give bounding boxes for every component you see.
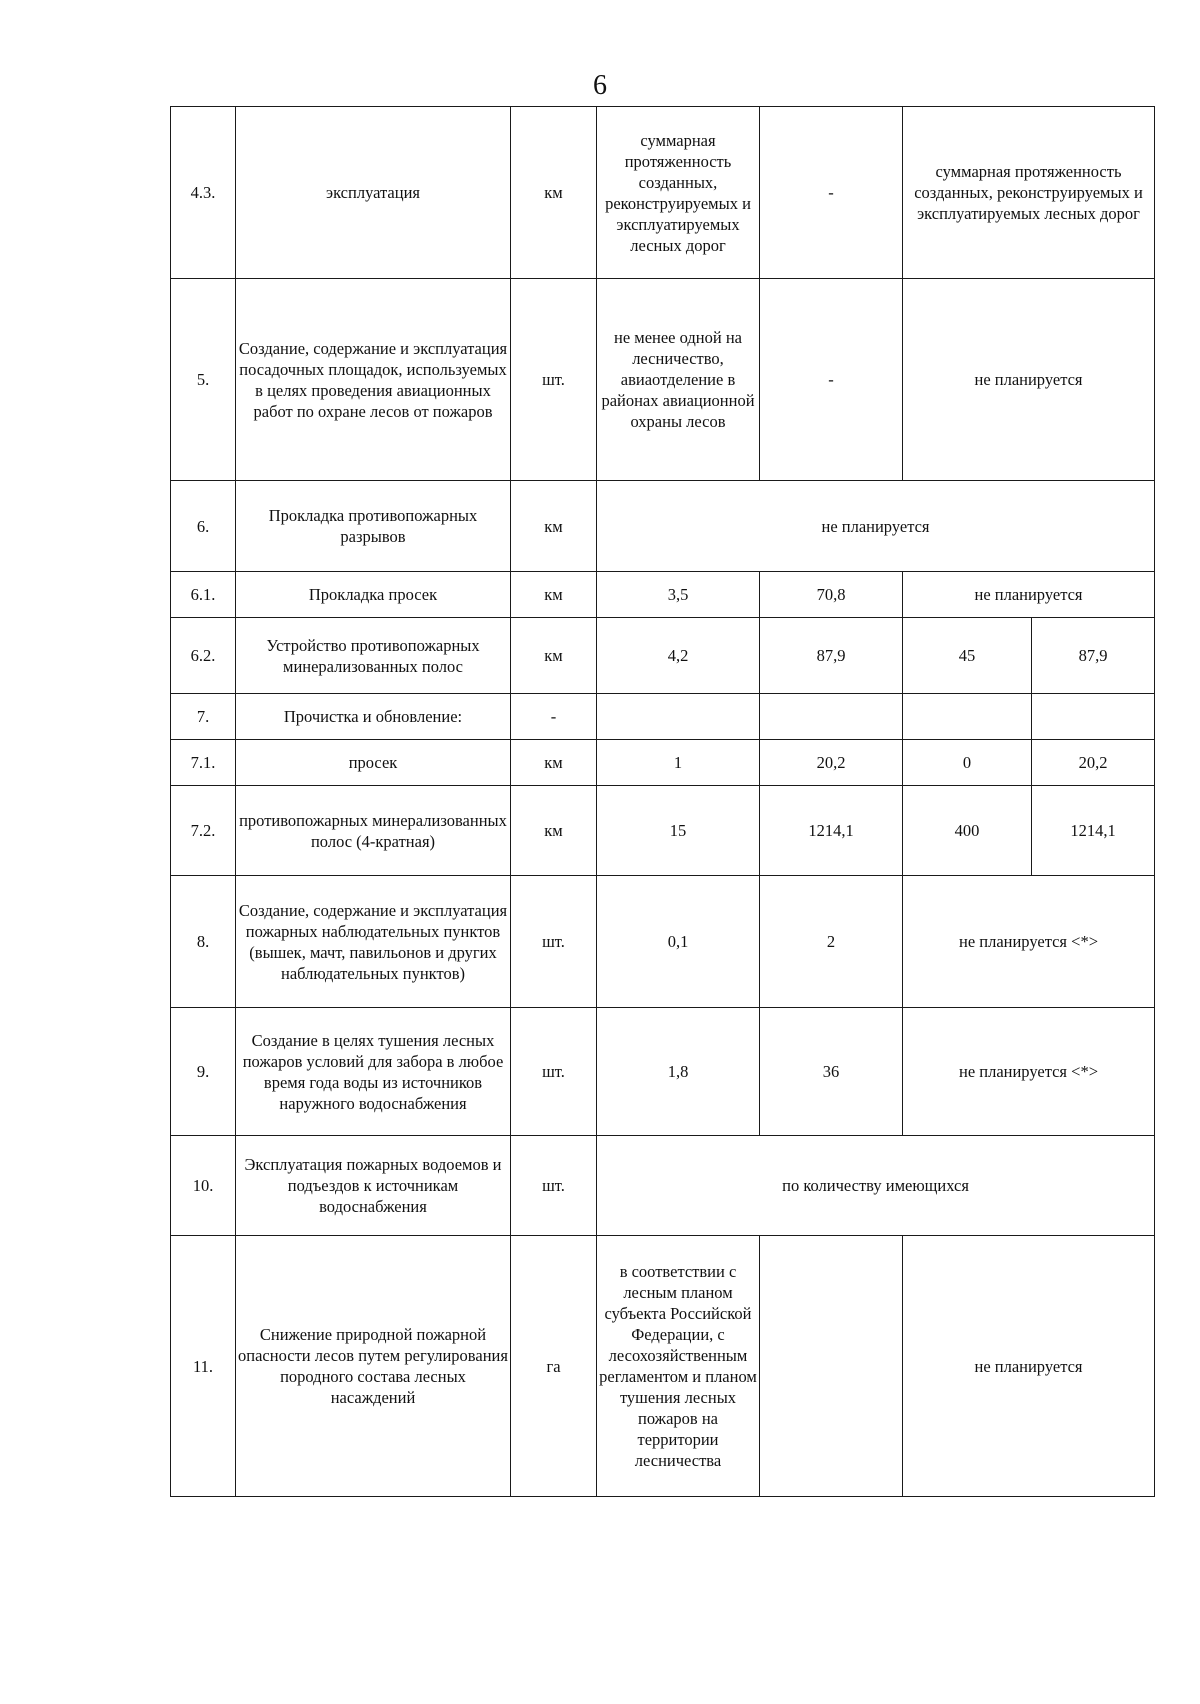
measure-name: Эксплуатация пожарных водоемов и подъездов к источникам водоснабжения (236, 1136, 511, 1236)
table-row (171, 786, 1155, 876)
unit: км (511, 786, 597, 876)
row-number: 4.3. (171, 107, 236, 279)
table-row (171, 481, 1155, 572)
unit: км (511, 107, 597, 279)
row-number: 7. (171, 694, 236, 740)
row-number: 6. (171, 481, 236, 572)
row-number: 11. (171, 1236, 236, 1497)
table-row (171, 740, 1155, 786)
table-row (171, 572, 1155, 618)
norm-value: 3,5 (597, 572, 760, 618)
annual-value (903, 694, 1032, 740)
total-value: 70,8 (760, 572, 903, 618)
row-number: 7.2. (171, 786, 236, 876)
unit: км (511, 618, 597, 694)
norm-value (597, 694, 760, 740)
plan-value: не планируется (903, 279, 1155, 481)
unit: га (511, 1236, 597, 1497)
period-value: 20,2 (1032, 740, 1155, 786)
measure-name: противопожарных минерализованных полос (4-кратная) (236, 786, 511, 876)
total-value: 1214,1 (760, 786, 903, 876)
unit: - (511, 694, 597, 740)
row-number: 9. (171, 1008, 236, 1136)
annual-value: 0 (903, 740, 1032, 786)
table-row (171, 1008, 1155, 1136)
row-number: 5. (171, 279, 236, 481)
measure-name: Прочистка и обновление: (236, 694, 511, 740)
table-row (171, 1236, 1155, 1497)
unit: шт. (511, 876, 597, 1008)
row-number: 8. (171, 876, 236, 1008)
fire-protection-measures-table (170, 106, 1155, 1497)
norm-value: 1 (597, 740, 760, 786)
norm-value: 0,1 (597, 876, 760, 1008)
row-number: 6.1. (171, 572, 236, 618)
measure-name: эксплуатация (236, 107, 511, 279)
norm-value: суммарная протяженность созданных, реконструируемых и эксплуатируемых лесных дорог (597, 107, 760, 279)
total-value: 87,9 (760, 618, 903, 694)
plan-value: не планируется <*> (903, 876, 1155, 1008)
plan-value: суммарная протяженность созданных, реконструируемых и эксплуатируемых лесных дорог (903, 107, 1155, 279)
total-value: - (760, 279, 903, 481)
table-row (171, 876, 1155, 1008)
merged-value: по количеству имеющихся (597, 1136, 1155, 1236)
plan-value: не планируется (903, 572, 1155, 618)
table-row (171, 107, 1155, 279)
annual-value: 45 (903, 618, 1032, 694)
total-value: 2 (760, 876, 903, 1008)
norm-value: 1,8 (597, 1008, 760, 1136)
plan-value: не планируется (903, 1236, 1155, 1497)
unit: км (511, 740, 597, 786)
annual-value: 400 (903, 786, 1032, 876)
unit: шт. (511, 279, 597, 481)
period-value: 87,9 (1032, 618, 1155, 694)
total-value: - (760, 107, 903, 279)
measure-name: Создание в целях тушения лесных пожаров условий для забора в любое время года воды из источников наружного водоснабжения (236, 1008, 511, 1136)
row-number: 10. (171, 1136, 236, 1236)
norm-value: 15 (597, 786, 760, 876)
plan-value: не планируется <*> (903, 1008, 1155, 1136)
norm-value: 4,2 (597, 618, 760, 694)
period-value (1032, 694, 1155, 740)
measure-name: Снижение природной пожарной опасности лесов путем регулирования породного состава лесных насаждений (236, 1236, 511, 1497)
unit: шт. (511, 1008, 597, 1136)
measure-name: Создание, содержание и эксплуатация пожарных наблюдательных пунктов (вышек, мачт, павильонов и других наблюдательных пунктов) (236, 876, 511, 1008)
total-value: 20,2 (760, 740, 903, 786)
row-number: 6.2. (171, 618, 236, 694)
total-value (760, 1236, 903, 1497)
total-value: 36 (760, 1008, 903, 1136)
period-value: 1214,1 (1032, 786, 1155, 876)
table-row (171, 279, 1155, 481)
total-value (760, 694, 903, 740)
norm-value: в соответствии с лесным планом субъекта Российской Федерации, с лесохозяйственным регламентом и планом тушения лесных пожаров на территории лесничества (597, 1236, 760, 1497)
measure-name: Создание, содержание и эксплуатация посадочных площадок, используемых в целях проведения авиационных работ по охране лесов от пожаров (236, 279, 511, 481)
unit: шт. (511, 1136, 597, 1236)
unit: км (511, 481, 597, 572)
table-row (171, 1136, 1155, 1236)
measure-name: просек (236, 740, 511, 786)
table-row (171, 618, 1155, 694)
table-row (171, 694, 1155, 740)
measure-name: Прокладка противопожарных разрывов (236, 481, 511, 572)
merged-value: не планируется (597, 481, 1155, 572)
norm-value: не менее одной на лесничество, авиаотделение в районах авиационной охраны лесов (597, 279, 760, 481)
measure-name: Устройство противопожарных минерализованных полос (236, 618, 511, 694)
unit: км (511, 572, 597, 618)
row-number: 7.1. (171, 740, 236, 786)
page-number: 6 (593, 70, 607, 101)
measure-name: Прокладка просек (236, 572, 511, 618)
